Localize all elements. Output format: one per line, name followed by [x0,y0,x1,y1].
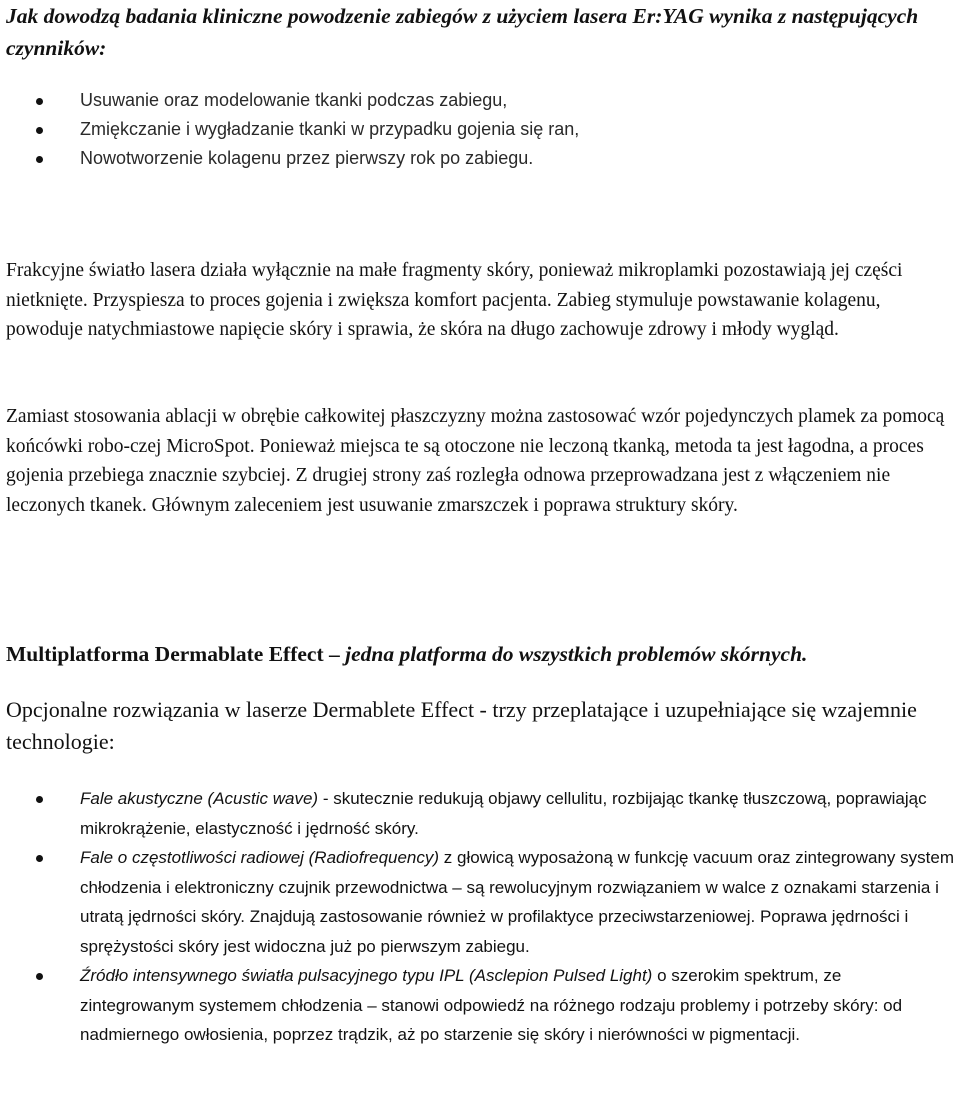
list-item [80,784,960,843]
list-item [80,961,960,1050]
bullet-icon [36,98,43,105]
technology-description: o szerokim spektrum, ze zintegrowanym systemem chłodzenia – stanowi odpowiedź na różnego rodzaju problemy i potrzeby skóry: od nadmiernego owłosienia, poprzez trądzik, aż po starzenie się skóry i nierówności w pigmentacji. [80,966,903,1044]
technology-term: Źródło intensywnego światła pulsacyjnego typu IPL (Asclepion Pulsed Light) [80,966,653,985]
technology-description: - skutecznie redukują objawy cellulitu, rozbijając tkankę tłuszczową, poprawiając mikrokrążenie, elastyczność i jędrność skóry. [80,789,927,838]
list-item [80,86,940,115]
paragraph-fractional-light: Frakcyjne światło lasera działa wyłącznie na małe fragmenty skóry, ponieważ mikroplamki pozostawiają jej części nietknięte. Przyspiesza to proces gojenia i zwiększa komfort pacjenta. Zabieg stymuluje powstawanie kolagenu, powoduje natychmiastowe napięcie skóry i sprawia, że skóra na długo zachowuje zdrowy i młody wygląd. [6,260,903,341]
list-item [80,115,940,144]
bullet-icon [36,796,43,803]
section-title-bold: Multiplatforma Dermablate Effect – [6,642,340,666]
technologies-list [80,784,960,1050]
factor-text: Usuwanie oraz modelowanie tkanki podczas zabiegu, [80,90,508,110]
paragraph-microspot: Zamiast stosowania ablacji w obrębie całkowitej płaszczyzny można zastosować wzór pojedynczych plamek za pomocą końcówki robo-czej MicroSpot. Ponieważ miejsca te są otoczone nie leczoną tkanką, metoda ta jest łagodna, a proces gojenia przebiega znacznie szybciej. Z drugiej strony zaś rozległa odnowa przeprowadzana jest z włączeniem nie leczonych tkanek. Głównym zaleceniem jest usuwanie zmarszczek i poprawa struktury skóry. [6,406,945,516]
bullet-icon [36,127,43,134]
factors-list [80,86,940,173]
section-title [6,638,958,670]
factor-text: Zmiękczanie i wygładzanie tkanki w przypadku gojenia się ran, [80,119,580,139]
bullet-icon [36,973,43,980]
factor-text: Nowotworzenie kolagenu przez pierwszy rok po zabiegu. [80,148,534,168]
section-title-italic: jedna platforma do wszystkich problemów skórnych. [345,642,808,666]
technology-term: Fale o częstotliwości radiowej (Radiofrequency) [80,848,440,867]
factors-heading: Jak dowodzą badania kliniczne powodzenie zabiegów z użyciem lasera Er:YAG wynika z następujących czynników: [6,4,919,60]
technology-description: z głowicą wyposażoną w funkcję vacuum oraz zintegrowany system chłodzenia i elektroniczny czujnik przewodnictwa – są rewolucyjnym rozwiązaniem w walce z oznakami starzenia i utratą jędrności skóry. Znajdują zastosowanie również w profilaktyce przeciwstarzeniowej. Poprawa jędrności i sprężystości skóry jest widoczna już po pierwszym zabiegu. [80,848,954,956]
bullet-icon [36,855,43,862]
list-item [80,144,940,173]
bullet-icon [36,156,43,163]
technology-term: Fale akustyczne (Acustic wave) [80,789,319,808]
list-item [80,843,960,961]
technologies-intro: Opcjonalne rozwiązania w laserze Dermablete Effect - trzy przeplatające i uzupełniające się wzajemnie technologie: [6,697,917,754]
